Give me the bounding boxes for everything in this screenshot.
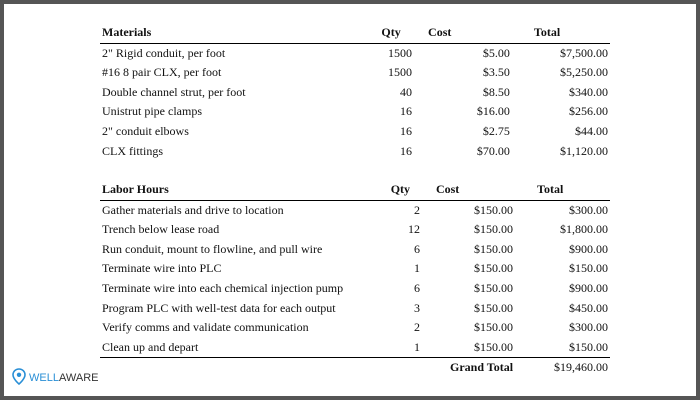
task-name: Clean up and depart (100, 338, 379, 358)
materials-header-qty: Qty (368, 23, 414, 43)
task-name: Trench below lease road (102, 222, 220, 237)
task-cost: $150.00 (474, 241, 514, 256)
item-qty: 16 (400, 104, 413, 119)
item-name: 2" conduit elbows (102, 123, 189, 138)
task-total: $900.00 (569, 241, 608, 256)
item-name: CLX fittings (102, 143, 164, 158)
materials-header-cost: Cost (414, 23, 512, 43)
task-name: Run conduit, mount to flowline, and pull wire (102, 241, 323, 256)
task-qty: 1 (379, 338, 422, 358)
table-row (100, 240, 610, 260)
item-qty: 1500 (388, 45, 413, 60)
task-total: $300.00 (569, 202, 608, 217)
task-qty: 6 (413, 241, 420, 256)
item-name: Double channel strut, per foot (102, 84, 246, 99)
materials-header-name: Materials (100, 23, 368, 43)
item-total: $5,250.00 (560, 65, 608, 80)
task-total: $300.00 (569, 320, 608, 335)
item-total: $1,120.00 (560, 143, 608, 158)
item-cost: $70.00 (476, 143, 510, 158)
item-cost: $8.50 (482, 84, 510, 99)
table-row (100, 102, 610, 122)
task-cost: $150.00 (474, 202, 514, 217)
task-qty: 12 (407, 222, 420, 237)
task-cost: $150.00 (422, 338, 515, 358)
item-qty: 16 (400, 143, 413, 158)
item-cost: $5.00 (482, 45, 510, 60)
item-qty: 16 (400, 123, 413, 138)
task-total: $450.00 (569, 300, 608, 315)
task-total: $150.00 (515, 338, 610, 358)
table-row (100, 43, 610, 63)
labor-header-total: Total (515, 180, 610, 200)
table-row (100, 299, 610, 319)
logo-text-aware: AWARE (58, 372, 99, 384)
item-total: $256.00 (569, 104, 608, 119)
task-name: Terminate wire into PLC (102, 261, 222, 276)
table-row (100, 338, 610, 358)
task-cost: $150.00 (474, 261, 514, 276)
table-row (100, 122, 610, 142)
grand-total-value: $19,460.00 (554, 360, 608, 375)
task-qty: 1 (413, 261, 420, 276)
materials-header-total: Total (512, 23, 610, 43)
location-pin-icon (12, 368, 26, 388)
task-name: Program PLC with well-test data for each output (102, 300, 336, 315)
task-qty: 2 (413, 320, 420, 335)
labor-header-row (100, 180, 610, 200)
item-total: $340.00 (569, 84, 608, 99)
item-name: Unistrut pipe clamps (102, 104, 202, 119)
item-cost: $2.75 (482, 123, 510, 138)
item-cost: $3.50 (482, 65, 510, 80)
item-qty: 40 (400, 84, 413, 99)
grand-total-row (100, 358, 610, 378)
table-row (100, 142, 610, 162)
task-cost: $150.00 (474, 280, 514, 295)
table-row (100, 279, 610, 299)
item-name: 2" Rigid conduit, per foot (102, 45, 226, 60)
table-row (100, 63, 610, 83)
task-qty: 6 (413, 280, 420, 295)
item-name: #16 8 pair CLX, per foot (102, 65, 222, 80)
materials-table (100, 23, 610, 161)
task-qty: 2 (413, 202, 420, 217)
task-cost: $150.00 (474, 300, 514, 315)
item-qty: 1500 (388, 65, 413, 80)
labor-header-cost: Cost (422, 180, 515, 200)
task-total: $900.00 (569, 280, 608, 295)
labor-header-name: Labor Hours (100, 180, 379, 200)
table-row (100, 259, 610, 279)
wellaware-logo (12, 368, 99, 388)
task-name: Gather materials and drive to location (102, 202, 284, 217)
logo-text-well: WELL (29, 372, 59, 384)
task-total: $1,800.00 (560, 222, 608, 237)
task-qty: 3 (413, 300, 420, 315)
labor-table (100, 180, 610, 378)
item-total: $7,500.00 (560, 45, 608, 60)
table-row (100, 200, 610, 220)
labor-header-qty: Qty (379, 180, 422, 200)
table-row (100, 220, 610, 240)
task-cost: $150.00 (474, 320, 514, 335)
task-name: Terminate wire into each chemical injection pump (102, 280, 344, 295)
table-row (100, 318, 610, 338)
item-total: $44.00 (575, 123, 608, 138)
table-row (100, 83, 610, 103)
grand-total-label: Grand Total (450, 360, 514, 375)
item-cost: $16.00 (476, 104, 510, 119)
materials-header-row (100, 23, 610, 43)
task-cost: $150.00 (474, 222, 514, 237)
task-name: Verify comms and validate communication (102, 320, 309, 335)
task-total: $150.00 (569, 261, 608, 276)
